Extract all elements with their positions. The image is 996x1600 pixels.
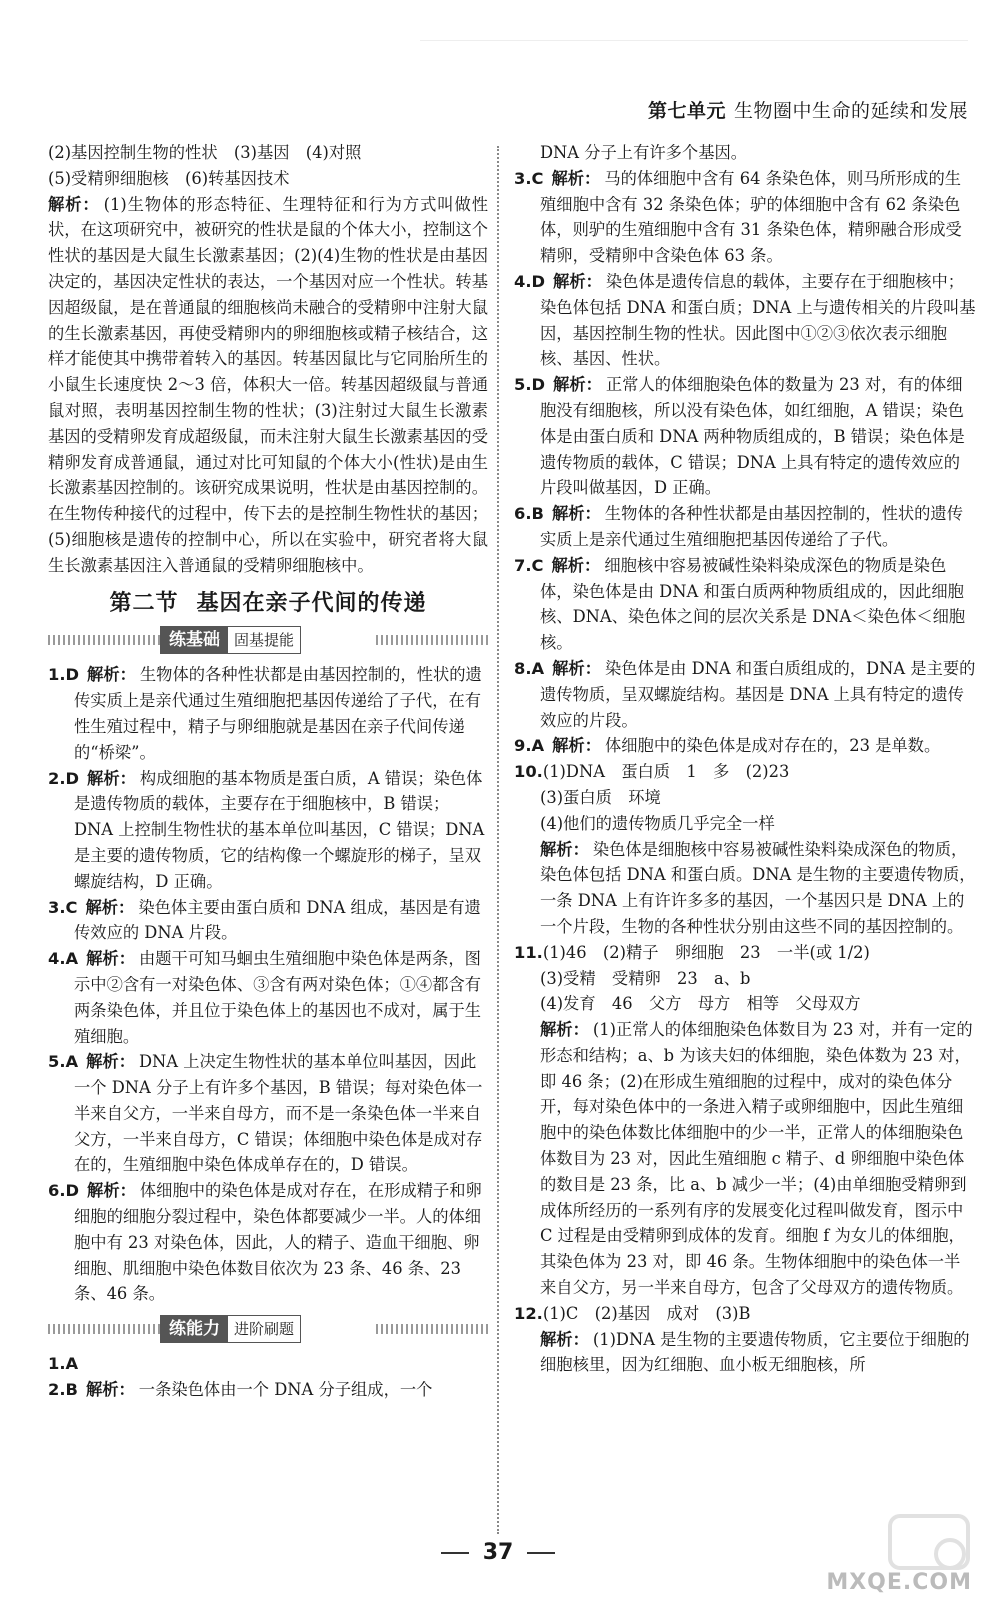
page-number: 37	[0, 1540, 996, 1565]
intro-answer-line-2: (5)受精卵细胞核 (6)转基因技术	[48, 168, 290, 188]
header-title: 生物圈中生命的延续和发展	[733, 100, 968, 122]
top-rule	[420, 40, 968, 41]
answer-item: 2.B 解析： 一条染色体由一个 DNA 分子组成，一个	[48, 1380, 433, 1400]
banner-basic: 练基础 固基提能	[48, 626, 488, 654]
column-divider	[497, 146, 499, 1534]
answer-item: 1.D 解析： 生物体的各种性状都是由基因控制的，性状的遗传实质上是亲代通过生殖细胞把基因传递给了子代，在有性生殖过程中，精子与卵细胞就是基因在亲子代间传递的“桥梁”。	[48, 665, 482, 762]
answer-line: (4)他们的遗传物质几乎完全一样	[540, 813, 775, 833]
answer-item: 8.A 解析： 染色体是由 DNA 和蛋白质组成的，DNA 是主要的遗传物质，呈双螺旋结构。基因是 DNA 上具有特定的遗传效应的片段。	[514, 658, 976, 730]
answer-item: 5.A 解析： DNA 上决定生物性状的基本单位叫基因，因此一个 DNA 分子上有许多个基因，B 错误；每对染色体一半来自父方，一半来自母方，而不是一条染色体一半来自父方，一半来自母方，C 错误；体细胞中染色体是成对存在的，生殖细胞中染色体成单存在的，D 错误。	[48, 1052, 483, 1175]
watermark-text: MXQE.COM	[826, 1570, 972, 1595]
answer-item: 1.A	[48, 1354, 79, 1374]
answer-item: 3.C 解析： 马的体细胞中含有 64 条染色体，则马所形成的生殖细胞中含有 32 条染色体；驴的体细胞中含有 62 条染色体，则驴的生殖细胞中含有 31 条染色体，精卵融合形成受精卵，受精卵中含染色体 63 条。	[514, 168, 962, 266]
answer-item: 9.A 解析： 体细胞中的染色体是成对存在的，23 是单数。	[514, 736, 941, 756]
page-header	[648, 96, 968, 123]
explanation: 解析： (1)DNA 是生物的主要遗传物质，它主要位于细胞的细胞核里，因为红细胞、血小板无细胞核，所	[540, 1329, 970, 1375]
answer-item: 2.D 解析： 构成细胞的基本物质是蛋白质，A 错误；染色体是遗传物质的载体，主要存在于细胞核中，B 错误；DNA 上控制生物性状的基本单位叫基因，C 错误；DNA 是主要的遗传物质，它的结构像一个螺旋形的梯子，呈双螺旋结构，D 正确。	[48, 768, 485, 891]
intro-explanation: 解析： (1)生物体的形态特征、生理特征和行为方式叫做性状，在这项研究中，被研究的性状是鼠的个体大小，控制这个性状的基因是大鼠生长激素基因；(2)(4)生物的性状是由基因决定的，基因决定性状的表达，一个基因对应一个性状。转基因超级鼠，是在普通鼠的细胞核尚未融合的受精卵中注射大鼠的生长激素基因，再使受精卵内的卵细胞核或精子核结合，这样才能使其中携带着转入的基因。转基因鼠比与它同胎所生的小鼠生长速度快 2～3 倍，体积大一倍。转基因超级鼠与普通鼠对照，表明基因控制生物的性状；(3)注射过大鼠生长激素基因的受精卵发育成超级鼠，而未注射大鼠生长激素基因的受精卵发育成普通鼠，通过对比可知鼠的个体大小(性状)是由生长激素基因控制的。该研究成果说明，性状是由基因控制的。在生物传种接代的过程中，传下去的是控制生物性状的基因；(5)细胞核是遗传的控制中心，所以在实验中，研究者将大鼠生长激素基因注入普通鼠的受精卵细胞核中。	[48, 194, 488, 575]
answer-item: 3.C 解析： 染色体主要由蛋白质和 DNA 组成，基因是有遗传效应的 DNA 片段。	[48, 897, 481, 943]
answer-item: 4.D 解析： 染色体是遗传信息的载体，主要存在于细胞核中；染色体包括 DNA 和蛋白质；DNA 上与遗传相关的片段叫基因，基因控制生物的性状。因此图中①②③依次表示细胞核、基因、性状。	[514, 271, 976, 369]
analysis-label: 解析：	[48, 194, 100, 214]
section-title: 第二节 基因在亲子代间的传递	[109, 590, 427, 616]
explanation: 解析： (1)正常人的体细胞染色体数目为 23 对，并有一定的形态和结构；a、b 为该夫妇的体细胞，染色体数为 23 对，即 46 条；(2)在形成生殖细胞的过程中，成对的染色体分开，每对染色体中的一条进入精子或卵细胞中，因此生殖细胞中的染色体数比体细胞中的少一半，正常人的体细胞染色体数目为 23 对，因此生殖细胞 c 精子、d 卵细胞中染色体的数目是 23 条，比 a、b 减少一半；(4)由单细胞受精卵到成体所经历的一系列有序的发展变化过程叫做发育，图示中 C 过程是由受精卵到成体的发育。细胞 f 为女儿的体细胞，其染色体为 23 对，即 46 条。生物体细胞中的染色体一半来自父方，另一半来自母方，包含了父母双方的遗传物质。	[540, 1020, 973, 1298]
left-column	[48, 140, 488, 1403]
answer-item: 11.(1)46 (2)精子 卵细胞 23 一半(或 1/2)	[514, 942, 870, 962]
answer-item: 12.(1)C (2)基因 成对 (3)B	[514, 1303, 751, 1323]
answer-line: (3)蛋白质 环境	[540, 787, 661, 807]
answer-item: 6.B 解析： 生物体的各种性状都是由基因控制的，性状的遗传实质上是亲代通过生殖细胞把基因传递给了子代。	[514, 504, 963, 549]
intro-answer-line-1: (2)基因控制生物的性状 (3)基因 (4)对照	[48, 143, 362, 162]
answer-item: 5.D 解析： 正常人的体细胞染色体的数量为 23 对，有的体细胞没有细胞核，所以没有染色体，如红细胞，A 错误；染色体是由蛋白质和 DNA 两种物质组成的，B 错误；染色体是遗传物质的载体，C 错误；DNA 上具有特定的遗传效应的片段叫做基因，D 正确。	[514, 375, 965, 498]
answer-line: (4)发育 46 父方 母方 相等 父母双方	[540, 994, 861, 1014]
answer-line: (3)受精 受精卵 23 a、b	[540, 968, 751, 988]
answer-item: 7.C 解析： 细胞核中容易被碱性染料染成深色的物质是染色体，染色体是由 DNA 和蛋白质两种物质组成的，因此细胞核、DNA、染色体之间的层次关系是 DNA＜染色体＜细胞核。	[514, 555, 966, 653]
answer-item: 10.(1)DNA 蛋白质 1 多 (2)23	[514, 762, 790, 782]
header-unit: 第七单元	[647, 100, 726, 122]
answer-item: 6.D 解析： 体细胞中的染色体是成对存在，在形成精子和卵细胞的细胞分裂过程中，染色体都要减少一半。人的体细胞中有 23 对染色体，因此，人的精子、造血干细胞、卵细胞、肌细胞中染色体数目依次为 23 条、46 条、23 条、46 条。	[48, 1181, 482, 1304]
explanation: 解析： 染色体是细胞核中容易被碱性染料染成深色的物质，染色体包括 DNA 和蛋白质。DNA 是生物的主要遗传物质，一条 DNA 上有许许多多的基因，一个基因只是 DNA 上的一个片段，生物的各种性状分别由这些不同的基因控制的。	[540, 839, 976, 936]
answer-item: 4.A 解析： 由题干可知马蛔虫生殖细胞中染色体是两条，图示中②含有一对染色体、③含有两对染色体；①④都含有两条染色体，并且位于染色体上的基因也不成对，属于生殖细胞。	[48, 949, 482, 1046]
right-column	[514, 140, 976, 1378]
banner-ability: 练能力 进阶刷题	[48, 1315, 488, 1343]
continuation-text: DNA 分子上有许多个基因。	[540, 143, 748, 162]
